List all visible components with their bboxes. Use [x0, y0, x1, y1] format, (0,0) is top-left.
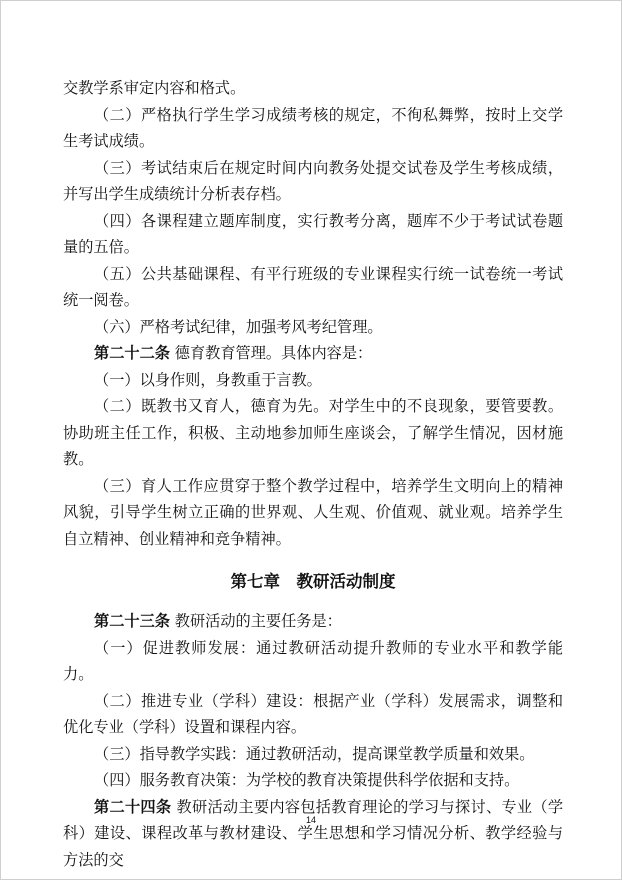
paragraph-item: （二）严格执行学生学习成绩考核的规定，不徇私舞弊，按时上交学生考试成绩。: [63, 105, 563, 150]
page-number: 14: [305, 815, 316, 825]
article-24: [63, 794, 563, 874]
article-24-text: 教研活动主要内容包括教育理论的学习与探讨、专业（学科）建设、课程改革与教材建设、学生思想和学习情况分析、教学经验与方法的交: [63, 797, 564, 869]
article-23-item: （三）指导教学实践：通过教研活动，提高课堂教学质量和效果。: [94, 744, 535, 763]
paragraph-item: （四）各课程建立题库制度，实行教考分离，题库不少于考试试卷题量的五倍。: [63, 211, 563, 256]
body-text: [63, 75, 563, 873]
paragraph-continuation: 交教学系审定内容和格式。: [63, 79, 246, 97]
article-23-item: （四）服务教育决策：为学校的教育决策提供科学依据和支持。: [94, 771, 520, 789]
article-22-item: （一）以身作则，身教重于言教。: [94, 370, 322, 389]
paragraph-item: （五）公共基础课程、有平行班级的专业课程实行统一试卷统一考试统一阅卷。: [63, 264, 563, 309]
article-22-item: （三）育人工作应贯穿于整个教学过程中，培养学生文明向上的精神风貌，引导学生树立正确的世界观、人生观、价值观、就业观。培养学生自立精神、创业精神和竞争精神。: [63, 476, 563, 548]
article-22-item: （二）既教书又育人，德育为先。对学生中的不良现象，要管要教。协助班主任工作，积极、主动地参加师生座谈会，了解学生情况，因材施教。: [63, 397, 563, 468]
paragraph-item: （三）考试结束后在规定时间内向教务处提交试卷及学生考核成绩，并写出学生成绩统计分析表存档。: [63, 158, 563, 203]
chapter-title: 教研活动制度: [296, 572, 396, 591]
article-23-item: （二）推进专业（学科）建设：根据产业（学科）发展需求，调整和优化专业（学科）设置和课程内容。: [63, 691, 563, 736]
article-23-label: 第二十三条: [94, 612, 170, 630]
article-22-text: 德育教育管理。具体内容是：: [174, 344, 373, 362]
chapter-number: 第七章: [230, 572, 280, 591]
article-22-label: 第二十二条: [94, 344, 170, 362]
article-23-text: 教研活动的主要任务是：: [174, 612, 342, 630]
article-23-item: （一）促进教师发展：通过教研活动提升教师的专业水平和教学能力。: [63, 638, 563, 683]
chapter-heading: [63, 568, 563, 596]
paragraph-item: （六）严格考试纪律，加强考风考纪管理。: [94, 317, 383, 336]
article-22: [63, 340, 563, 367]
article-24-label: 第二十四条: [94, 797, 172, 816]
article-23: [63, 608, 563, 635]
